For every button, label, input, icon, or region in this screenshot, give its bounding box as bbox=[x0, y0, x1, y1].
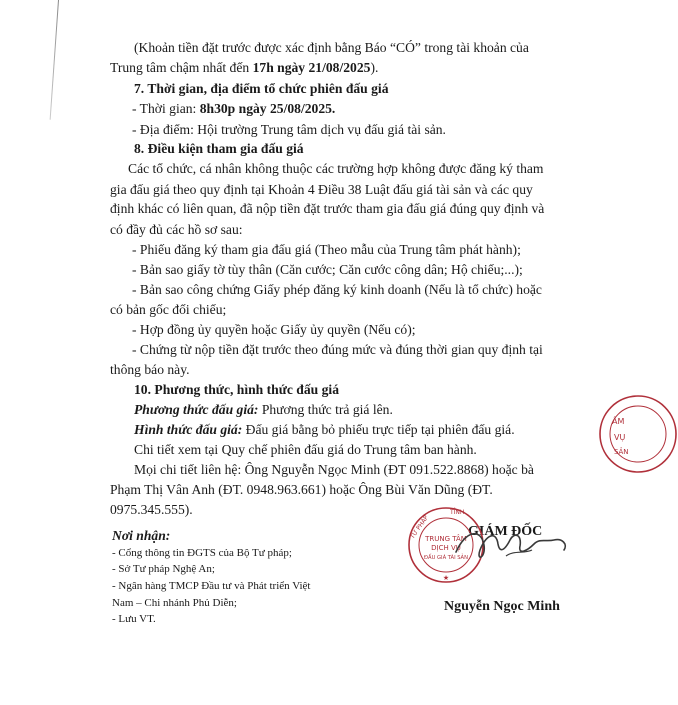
label: Phương thức đấu giá: bbox=[134, 402, 262, 417]
text: Đấu giá bằng bỏ phiếu trực tiếp tại phiên đấu giá. bbox=[245, 422, 515, 437]
text: Phương thức trả giá lên. bbox=[261, 402, 393, 417]
recipients-title: Nơi nhận: bbox=[112, 528, 171, 543]
svg-text:TƯ PHÁP: TƯ PHÁP bbox=[409, 514, 431, 541]
body-line: có bản gốc đối chiếu; bbox=[110, 302, 227, 317]
corner-seal bbox=[598, 390, 678, 480]
svg-text:★: ★ bbox=[442, 574, 450, 582]
body-line bbox=[132, 100, 335, 117]
recipient-item: - Lưu VT. bbox=[112, 613, 156, 625]
body-line bbox=[134, 401, 393, 418]
body-line: - Phiếu đăng ký tham gia đấu giá (Theo mẫu của Trung tâm phát hành); bbox=[132, 242, 521, 257]
body-line: Các tổ chức, cá nhân không thuộc các trường hợp không được đăng ký tham bbox=[128, 161, 544, 176]
section-heading-8: 8. Điều kiện tham gia đấu giá bbox=[134, 141, 304, 156]
body-line: Mọi chi tiết liên hệ: Ông Nguyễn Ngọc Minh (ĐT 091.522.8868) hoặc bà bbox=[134, 462, 534, 477]
signer-name: Nguyễn Ngọc Minh bbox=[444, 599, 560, 614]
section-heading-10: 10. Phương thức, hình thức đấu giá bbox=[134, 382, 339, 397]
body-line: - Bản sao công chứng Giấy phép đăng ký kinh doanh (Nếu là tổ chức) hoặc bbox=[132, 282, 542, 297]
label: Hình thức đấu giá: bbox=[134, 422, 246, 437]
text: - Thời gian: bbox=[132, 101, 200, 116]
handwritten-signature bbox=[436, 500, 596, 590]
signer-position: GIÁM ĐỐC bbox=[468, 524, 543, 539]
body-line: Chi tiết xem tại Quy chế phiên đấu giá do Trung tâm ban hành. bbox=[134, 442, 477, 457]
body-line: - Bản sao giấy tờ tùy thân (Căn cước; Căn cước công dân; Hộ chiếu;...); bbox=[132, 262, 523, 277]
section-heading-7: 7. Thời gian, địa điểm tổ chức phiên đấu giá bbox=[134, 81, 389, 96]
body-line: - Hợp đồng ủy quyền hoặc Giấy ủy quyền (Nếu có); bbox=[132, 322, 416, 337]
svg-text:ÂM: ÂM bbox=[612, 417, 625, 426]
deadline: 17h ngày 21/08/2025 bbox=[252, 60, 371, 75]
body-line bbox=[110, 59, 378, 76]
body-line: - Địa điểm: Hội trường Trung tâm dịch vụ đấu giá tài sản. bbox=[132, 122, 446, 137]
text: Trung tâm chậm nhất đến bbox=[110, 60, 253, 75]
body-line: định khác có liên quan, đã nộp tiền đặt trước tham gia đấu giá đúng quy định và bbox=[110, 201, 545, 216]
body-line: có đầy đủ các hồ sơ sau: bbox=[110, 222, 243, 237]
text: ). bbox=[370, 60, 379, 75]
body-line: - Chứng từ nộp tiền đặt trước theo đúng mức và đúng thời gian quy định tại bbox=[132, 342, 543, 357]
svg-text:DỊCH VỤ: DỊCH VỤ bbox=[431, 544, 461, 552]
recipient-item: Nam – Chi nhánh Phủ Diễn; bbox=[112, 597, 237, 609]
body-line: thông báo này. bbox=[110, 362, 190, 377]
body-line: (Khoản tiền đặt trước được xác định bằng Báo “CÓ” trong tài khoản của bbox=[134, 40, 529, 55]
auction-time: 8h30p ngày 25/08/2025. bbox=[199, 101, 336, 116]
body-line: 0975.345.555). bbox=[110, 502, 193, 517]
scan-edge-line bbox=[50, 0, 59, 120]
svg-text:TRUNG TÂM: TRUNG TÂM bbox=[425, 535, 467, 543]
body-line: gia đấu giá theo quy định tại Khoản 4 Điều 38 Luật đấu giá tài sản và các quy bbox=[110, 182, 533, 197]
svg-text:VỤ: VỤ bbox=[614, 433, 626, 442]
body-line bbox=[134, 421, 515, 438]
svg-text:SẢN: SẢN bbox=[614, 448, 629, 456]
body-line: Phạm Thị Vân Anh (ĐT. 0948.963.661) hoặc Ông Bùi Văn Dũng (ĐT. bbox=[110, 482, 493, 497]
recipient-item: - Ngân hàng TMCP Đầu tư và Phát triển Việt bbox=[112, 580, 311, 592]
recipient-item: - Sở Tư pháp Nghệ An; bbox=[112, 563, 215, 575]
recipient-item: - Cổng thông tin ĐGTS của Bộ Tư pháp; bbox=[112, 547, 292, 559]
svg-text:ĐẤU GIÁ TÀI SẢN: ĐẤU GIÁ TÀI SẢN bbox=[424, 555, 468, 561]
svg-text:TỈNH: TỈNH bbox=[450, 509, 465, 516]
